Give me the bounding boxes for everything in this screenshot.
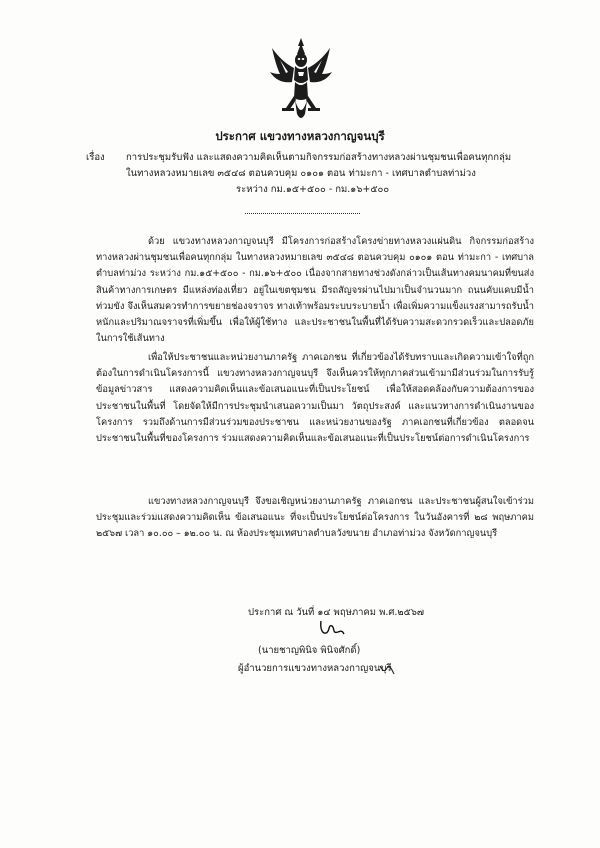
subject-line-2: ในทางหลวงหมายเลข ๓๕๔๘ ตอนควบคุม ๐๑๐๑ ตอน ท่ามะกา - เทศบาลตำบลท่าม่วง (126, 168, 476, 179)
initial-mark (378, 662, 396, 676)
paragraph-purpose: เพื่อให้ประชาชนและหน่วยงานภาครัฐ ภาคเอกชน ที่เกี่ยวข้องได้รับทราบและเกิดความเข้าใจที่ถูกต้องในการดำเนินโครงการนี้ แขวงทางหลวงกาญจนบุรี จึงเห็นควรให้ทุกภาคส่วนเข้ามามีส่วนร่วมในการรับรู้ข้อมูลข่าวสาร แสดงความคิดเห็นและข้อเสนอแนะที่เป็นประโยชน์ เพื่อให้สอดคล้องกับความต้องการของประชาชนในพื้นที่ โดยจัดให้มีการประชุมนำเสนอความเป็นมา วัตถุประสงค์ และแนวทางการดำเนินงานของโครงการ รวมถึงด้านการมีส่วนร่วมของประชาชน และหน่วยงานของรัฐ ภาคเอกชนที่เกี่ยวข้อง ตลอดจนประชาชนในพื้นที่ของโครงการ ร่วมแสดงความคิดเห็นและข้อเสนอแนะที่เป็นประโยชน์ต่อการดำเนินโครงการ (96, 352, 534, 445)
dotted-separator (245, 213, 360, 214)
subject-line-3: ระหว่าง กม.๑๕+๕๐๐ - กม.๑๖+๕๐๐ (236, 184, 390, 195)
signer-name: (นายชาญพินิจ พินิจศักดิ์) (258, 645, 361, 656)
announcement-title: ประกาศ แขวงทางหลวงกาญจนบุรี (215, 129, 385, 143)
subject-line-1: การประชุมรับฟัง และแสดงความคิดเห็นตามกิจกรรมก่อสร้างทางหลวงผ่านชุมชนเพื่อคนทุกกลุ่ม (126, 152, 512, 163)
handwritten-signature (318, 618, 346, 638)
paragraph-background: ด้วย แขวงทางหลวงกาญจนบุรี มีโครงการก่อสร้างโครงข่ายทางหลวงแผ่นดิน กิจกรรมก่อสร้างทางหลวงผ่านชุมชนเพื่อคนทุกกลุ่ม ในทางหลวงหมายเลข ๓๕๔๘ ตอนควบคุม ๐๑๐๑ ตอน ท่ามะกา - เทศบาลตำบลท่าม่วง ระหว่าง กม.๑๕+๕๐๐ - กม.๑๖+๕๐๐ เนื่องจากสายทางช่วงดังกล่าวเป็นเส้นทางคมนาคมที่ขนส่งสินค้าทางการเกษตร มีแหล่งท่องเที่ยว อยู่ในเขตชุมชน มีรถสัญจรผ่านไปมาเป็นจำนวนมาก ถนนคับแคบมีน้ำท่วมขัง จึงเห็นสมควรทำการขยายช่องจราจร ทางเท้าพร้อมระบบระบายน้ำ เพื่อเพิ่มความแข็งแรงสามารถรับน้ำหนักและปริมาณจราจรที่เพิ่มขึ้น เพื่อให้ผู้ใช้ทาง และประชาชนในพื้นที่ได้รับความสะดวกรวดเร็วและปลอดภัยในการใช้เส้นทาง (96, 236, 534, 345)
garuda-emblem-icon (268, 36, 334, 122)
subject-label: เรื่อง (86, 152, 105, 163)
signer-position: ผู้อำนวยการแขวงทางหลวงกาญจนบุรี (238, 663, 392, 674)
paragraph-invitation: แขวงทางหลวงกาญจนบุรี จึงขอเชิญหน่วยงานภาครัฐ ภาคเอกชน และประชาชนผู้สนใจเข้าร่วมประชุมและร่วมแสดงความคิดเห็น ข้อเสนอแนะ ที่จะเป็นประโยชน์ต่อโครงการ ในวันอังคารที่ ๒๘ พฤษภาคม ๒๕๖๗ เวลา ๑๐.๐๐ – ๑๒.๐๐ น. ณ ห้องประชุมเทศบาลตำบลวังขนาย อำเภอท่าม่วง จังหวัดกาญจนบุรี (96, 496, 534, 540)
announce-date: ประกาศ ณ วันที่ ๑๔ พฤษภาคม พ.ศ.๒๕๖๗ (248, 607, 425, 618)
